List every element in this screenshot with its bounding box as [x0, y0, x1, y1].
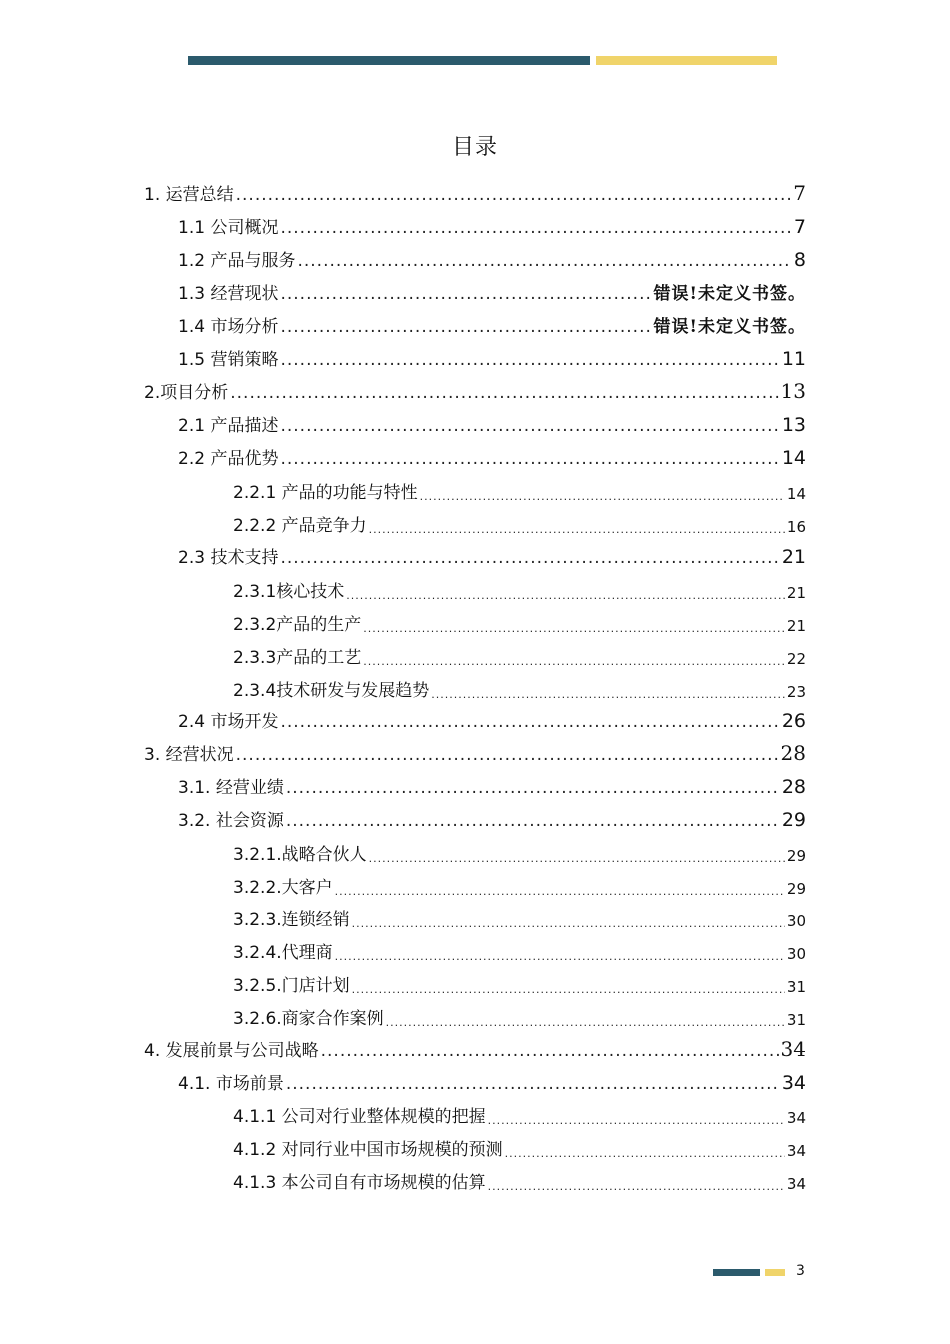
toc-entry-label: 3.2.1.战略合伙人 [233, 845, 367, 865]
toc-entry-label: 1.5 营销策略 [178, 350, 279, 370]
toc-entry[interactable] [144, 180, 806, 205]
toc-entry-label: 1.4 市场分析 [178, 317, 279, 337]
toc-entry-page: 28 [781, 776, 806, 798]
toc-entry[interactable] [144, 1036, 806, 1061]
footer-bar-dark [713, 1269, 760, 1276]
toc-entry-label: 3.2.5.门店计划 [233, 976, 350, 996]
toc-entry-page: 21 [781, 546, 806, 568]
toc-leader-dots [335, 885, 785, 898]
toc-entry-page: 31 [786, 1011, 806, 1029]
toc-entry-label: 2.1 产品描述 [178, 416, 279, 436]
toc-entry-label: 2.项目分析 [144, 383, 229, 403]
toc-leader-dots [369, 523, 785, 536]
toc-entry-label: 3.2.6.商家合作案例 [233, 1009, 384, 1029]
toc-entry[interactable] [178, 543, 806, 568]
toc-entry[interactable] [233, 971, 806, 996]
toc-entry-label: 3.2.4.代理商 [233, 943, 333, 963]
toc-entry[interactable] [233, 905, 806, 930]
toc-entry[interactable] [233, 676, 806, 701]
toc-leader-dots [363, 655, 785, 668]
toc-entry[interactable] [233, 873, 806, 898]
toc-entry-page: 7 [793, 181, 806, 205]
toc-leader-dots [488, 1114, 785, 1127]
toc-entry[interactable] [233, 643, 806, 668]
toc-entry-label: 1.1 公司概况 [178, 218, 279, 238]
toc-entry[interactable] [233, 1004, 806, 1029]
toc-entry[interactable] [178, 444, 806, 469]
toc-entry[interactable] [233, 840, 806, 865]
toc-entry-page: 28 [780, 741, 806, 765]
toc-entry-page: 7 [793, 216, 806, 238]
toc-entry-page: 13 [781, 414, 806, 436]
toc-leader-dots [420, 490, 785, 503]
toc-entry-label: 2.3 技术支持 [178, 548, 279, 568]
toc-entry[interactable] [178, 312, 806, 337]
toc-entry-page: 21 [786, 584, 806, 602]
toc-leader-dots [321, 1041, 779, 1061]
toc-entry-page: 16 [786, 518, 806, 536]
toc-leader-dots [280, 548, 779, 568]
toc-leader-dots [280, 449, 779, 469]
toc-leader-dots [236, 185, 792, 205]
toc-entry-label: 4.1.1 公司对行业整体规模的把握 [233, 1107, 486, 1127]
toc-leader-dots [286, 778, 780, 798]
toc-entry-page: 34 [781, 1072, 806, 1094]
toc-leader-dots [335, 950, 785, 963]
toc-entry-label: 2.2.1 产品的功能与特性 [233, 483, 418, 503]
toc-entry[interactable] [178, 806, 806, 831]
toc-leader-dots [431, 688, 785, 701]
toc-entry-page: 22 [786, 650, 806, 668]
toc-entry[interactable] [233, 610, 806, 635]
toc-entry-label: 1.3 经营现状 [178, 284, 279, 304]
toc-entry-label: 4.1.3 本公司自有市场规模的估算 [233, 1173, 486, 1193]
toc-leader-dots [505, 1147, 785, 1160]
toc-leader-dots [352, 983, 785, 996]
toc-entry-label: 2.2 产品优势 [178, 449, 279, 469]
toc-entry-label: 4.1.2 对同行业中国市场规模的预测 [233, 1140, 503, 1160]
toc-leader-dots [230, 383, 778, 403]
toc-entry-page: 错误!未定义书签。 [653, 317, 806, 337]
toc-leader-dots [386, 1016, 785, 1029]
toc-entry-page: 错误!未定义书签。 [653, 284, 806, 304]
toc-leader-dots [280, 317, 651, 337]
toc-entry-page: 34 [786, 1175, 806, 1193]
toc-entry-label: 3.2.2.大客户 [233, 878, 333, 898]
toc-entry[interactable] [178, 246, 806, 271]
page-number: 3 [796, 1263, 805, 1279]
toc-entry-page: 14 [781, 447, 806, 469]
toc-entry[interactable] [144, 378, 806, 403]
toc-entry-page: 29 [786, 847, 806, 865]
toc-entry[interactable] [233, 511, 806, 536]
toc-entry[interactable] [144, 740, 806, 765]
toc-entry-page: 8 [793, 249, 806, 271]
toc-entry[interactable] [178, 707, 806, 732]
toc-entry-page: 26 [781, 710, 806, 732]
toc-entry-label: 3.1. 经营业绩 [178, 778, 284, 798]
toc-entry[interactable] [233, 938, 806, 963]
toc-leader-dots [236, 745, 779, 765]
toc-entry-page: 21 [786, 617, 806, 635]
toc-leader-dots [297, 251, 791, 271]
toc-entry[interactable] [178, 1069, 806, 1094]
toc-entry[interactable] [233, 1102, 806, 1127]
toc-entry[interactable] [178, 279, 806, 304]
toc-entry[interactable] [178, 411, 806, 436]
toc-entry[interactable] [178, 773, 806, 798]
toc-leader-dots [280, 350, 779, 370]
toc-entry-page: 31 [786, 978, 806, 996]
toc-leader-dots [488, 1180, 785, 1193]
toc-entry[interactable] [233, 1168, 806, 1193]
toc-entry-label: 2.3.2产品的生产 [233, 615, 362, 635]
toc-entry-label: 3. 经营状况 [144, 745, 234, 765]
toc-leader-dots [280, 218, 791, 238]
page-title: 目录 [451, 135, 498, 160]
toc-entry-page: 14 [786, 485, 806, 503]
toc-leader-dots [369, 852, 785, 865]
toc-entry-label: 2.3.4技术研发与发展趋势 [233, 681, 430, 701]
toc-leader-dots [280, 284, 651, 304]
toc-entry-label: 1.2 产品与服务 [178, 251, 296, 271]
toc-leader-dots [346, 589, 785, 602]
toc-entry-page: 29 [781, 809, 806, 831]
toc-entry[interactable] [178, 213, 806, 238]
toc-leader-dots [286, 1074, 780, 1094]
toc-leader-dots [352, 917, 785, 930]
toc-entry-label: 4.1. 市场前景 [178, 1074, 284, 1094]
toc-entry-page: 34 [780, 1037, 806, 1061]
toc-entry-page: 29 [786, 880, 806, 898]
toc-entry-page: 34 [786, 1109, 806, 1127]
toc-entry-label: 2.3.3产品的工艺 [233, 648, 362, 668]
toc-entry-label: 3.2.3.连锁经销 [233, 910, 350, 930]
toc-entry-page: 34 [786, 1142, 806, 1160]
toc-entry-page: 30 [786, 945, 806, 963]
toc-entry-page: 30 [786, 912, 806, 930]
toc-entry-label: 3.2. 社会资源 [178, 811, 284, 831]
toc-entry-page: 13 [780, 379, 806, 403]
toc-entry-label: 4. 发展前景与公司战略 [144, 1041, 319, 1061]
toc-entry-label: 1. 运营总结 [144, 185, 234, 205]
toc-leader-dots [280, 416, 779, 436]
toc-leader-dots [280, 712, 779, 732]
toc-entry-label: 2.4 市场开发 [178, 712, 279, 732]
toc-entry[interactable] [233, 1135, 806, 1160]
toc-entry-label: 2.3.1核心技术 [233, 582, 345, 602]
footer-bar-yellow [765, 1269, 785, 1276]
toc-entry-page: 11 [781, 348, 806, 370]
toc-leader-dots [363, 622, 785, 635]
toc-entry[interactable] [233, 577, 806, 602]
toc-entry[interactable] [233, 478, 806, 503]
toc-entry-label: 2.2.2 产品竞争力 [233, 516, 367, 536]
toc-entry-page: 23 [786, 683, 806, 701]
toc-leader-dots [286, 811, 780, 831]
toc-entry[interactable] [178, 345, 806, 370]
